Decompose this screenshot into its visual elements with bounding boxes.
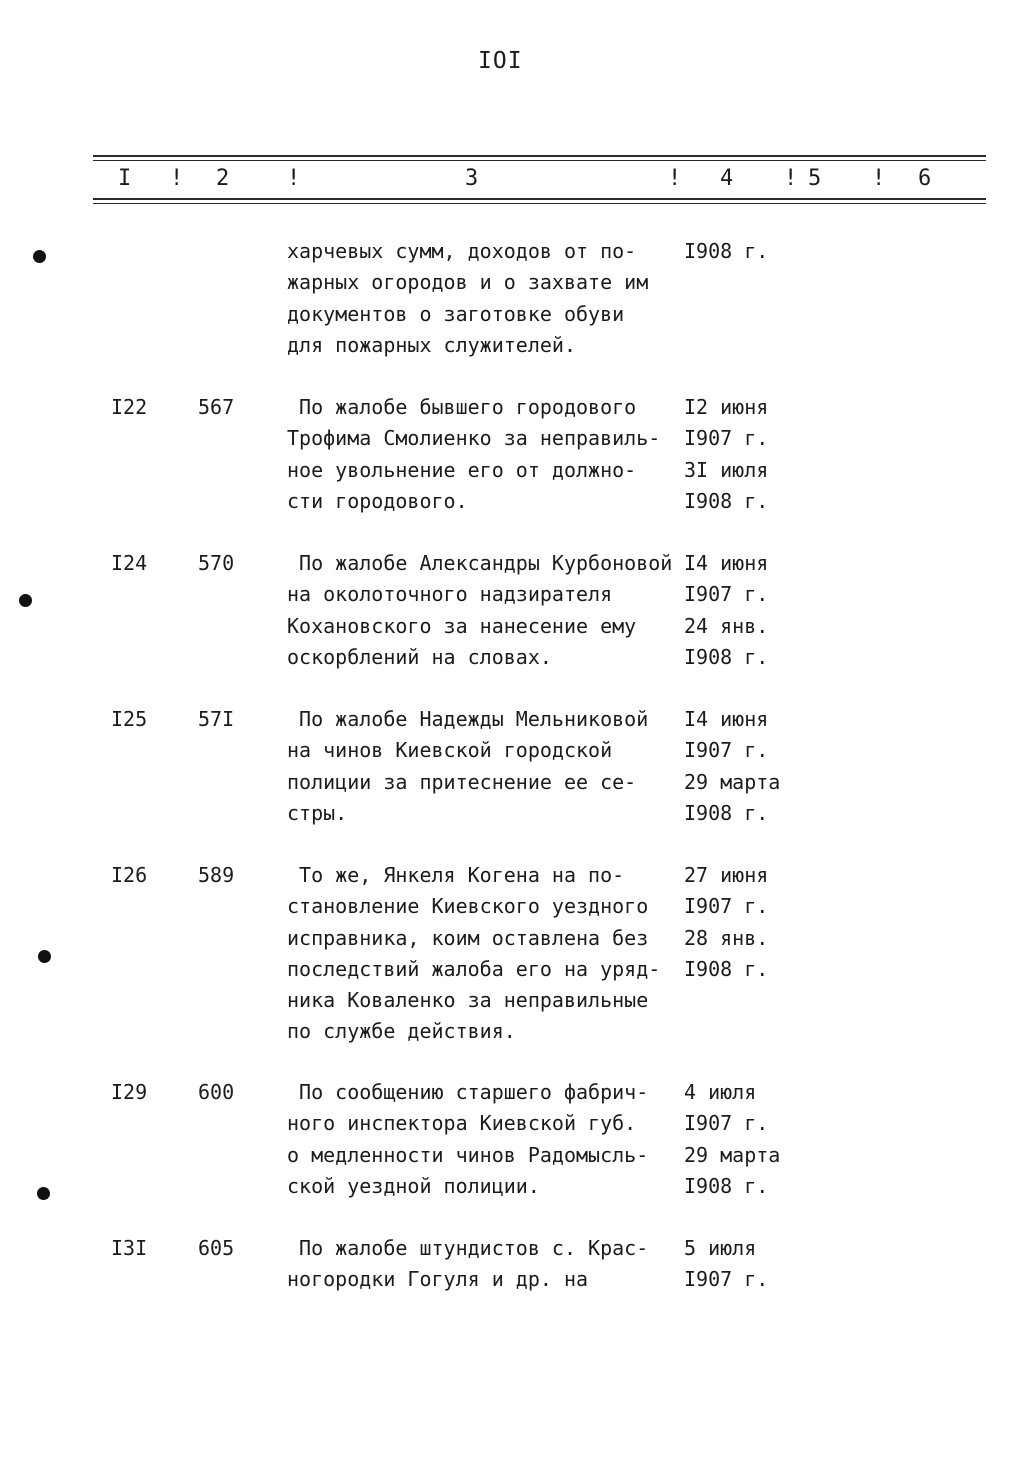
- date-line: I2 июня: [684, 395, 769, 419]
- description-line: По жалобе Александры Курбоновой: [287, 551, 673, 575]
- description-line: ное увольнение его от должно-: [287, 457, 637, 482]
- punch-hole-mark: [19, 594, 32, 607]
- header-separator: !: [668, 166, 682, 191]
- entry-description: [287, 1077, 687, 1202]
- entry-description: [287, 548, 687, 673]
- description-line: последствий жалоба его на уряд-: [287, 956, 661, 981]
- date-line: I4 июня: [684, 551, 769, 575]
- entry-file-code: 570: [198, 551, 235, 575]
- header-separator: !: [784, 166, 798, 191]
- entry-number: I25: [111, 707, 148, 731]
- header-col-3: 3: [465, 166, 479, 191]
- date-line: I908 г.: [684, 644, 769, 669]
- date-line: I908 г.: [684, 956, 769, 981]
- punch-hole-mark: [37, 1187, 50, 1200]
- entry-dates: [684, 860, 834, 985]
- description-line: по службе действия.: [287, 1019, 516, 1044]
- description-line: исправника, коим оставлена без: [287, 925, 649, 950]
- header-bottom-rule: [93, 198, 986, 200]
- header-col-4: 4: [720, 166, 734, 191]
- date-line: 4 июля: [684, 1080, 757, 1104]
- description-line: стры.: [287, 800, 348, 825]
- description-line: для пожарных служителей.: [287, 332, 576, 357]
- description-line: о медленности чинов Радомысль-: [287, 1142, 649, 1167]
- description-line: сти городового.: [287, 488, 468, 513]
- punch-hole-mark: [38, 950, 51, 963]
- header-bottom-rule-thin: [93, 203, 986, 204]
- date-line: I908 г.: [684, 239, 769, 263]
- header-separator: !: [170, 166, 184, 191]
- date-line: 24 янв.: [684, 613, 769, 638]
- date-line: 27 июня: [684, 863, 769, 887]
- date-line: I4 июня: [684, 707, 769, 731]
- entry-file-code: 600: [198, 1080, 235, 1104]
- description-line: Трофима Смолиенко за неправиль-: [287, 426, 661, 451]
- description-line: ногородки Гогуля и др. на: [287, 1267, 589, 1292]
- date-line: I908 г.: [684, 488, 769, 513]
- header-col-6: 6: [918, 166, 932, 191]
- description-line: становление Киевского уездного: [287, 894, 649, 919]
- entry-number: I29: [111, 1080, 148, 1104]
- entry-number: I26: [111, 863, 148, 887]
- header-top-rule-thin: [93, 160, 986, 161]
- entry-dates: [684, 548, 834, 673]
- date-line: 29 марта: [684, 769, 781, 794]
- description-line: ской уездной полиции.: [287, 1173, 540, 1198]
- entry-file-code: 605: [198, 1236, 235, 1260]
- entry-file-code: 589: [198, 863, 235, 887]
- date-line: I907 г.: [684, 426, 769, 451]
- header-col-1: I: [118, 166, 132, 191]
- date-line: 28 янв.: [684, 925, 769, 950]
- entry-description: [287, 860, 687, 1048]
- date-line: I907 г.: [684, 1111, 769, 1136]
- description-line: ника Коваленко за неправильные: [287, 988, 649, 1013]
- punch-hole-mark: [33, 250, 46, 263]
- header-separator: !: [287, 166, 301, 191]
- description-line: на околоточного надзирателя: [287, 582, 613, 607]
- description-line: Кохановского за нанесение ему: [287, 613, 637, 638]
- date-line: 5 июля: [684, 1236, 757, 1260]
- entry-dates: [684, 704, 834, 829]
- entry-description: [287, 1233, 687, 1296]
- entry-file-code: 567: [198, 395, 235, 419]
- date-line: I907 г.: [684, 1267, 769, 1292]
- description-line: жарных огородов и о захвате им: [287, 270, 649, 295]
- description-line: По жалобе Надежды Мельниковой: [287, 707, 649, 731]
- description-line: документов о заготовке обуви: [287, 301, 625, 326]
- entry-description: [287, 704, 687, 829]
- date-line: 29 марта: [684, 1142, 781, 1167]
- header-col-2: 2: [216, 166, 230, 191]
- description-line: полиции за притеснение ее се-: [287, 769, 637, 794]
- date-line: I907 г.: [684, 894, 769, 919]
- entry-number: I22: [111, 395, 148, 419]
- description-line: По жалобе штундистов с. Крас-: [287, 1236, 649, 1260]
- description-line: оскорблений на словах.: [287, 644, 552, 669]
- date-line: I907 г.: [684, 582, 769, 607]
- description-line: на чинов Киевской городской: [287, 738, 613, 763]
- entry-number: I3I: [111, 1236, 148, 1260]
- entry-description: [287, 236, 687, 361]
- description-line: По жалобе бывшего городового: [287, 395, 637, 419]
- header-top-rule: [93, 155, 986, 157]
- entry-dates: [684, 1077, 834, 1202]
- header-separator: !: [872, 166, 886, 191]
- entry-description: [287, 392, 687, 517]
- description-line: То же, Янкеля Когена на по-: [287, 863, 625, 887]
- entry-dates: [684, 236, 834, 267]
- description-line: харчевых сумм, доходов от по-: [287, 239, 637, 263]
- header-col-5: 5: [808, 166, 822, 191]
- description-line: По сообщению старшего фабрич-: [287, 1080, 649, 1104]
- date-line: I908 г.: [684, 800, 769, 825]
- entry-file-code: 57I: [198, 707, 235, 731]
- entry-number: I24: [111, 551, 148, 575]
- entry-dates: [684, 1233, 834, 1296]
- entry-dates: [684, 392, 834, 517]
- date-line: I907 г.: [684, 738, 769, 763]
- page-number: IOI: [478, 48, 523, 74]
- description-line: ного инспектора Киевской губ.: [287, 1111, 637, 1136]
- date-line: I908 г.: [684, 1173, 769, 1198]
- date-line: 3I июля: [684, 457, 769, 482]
